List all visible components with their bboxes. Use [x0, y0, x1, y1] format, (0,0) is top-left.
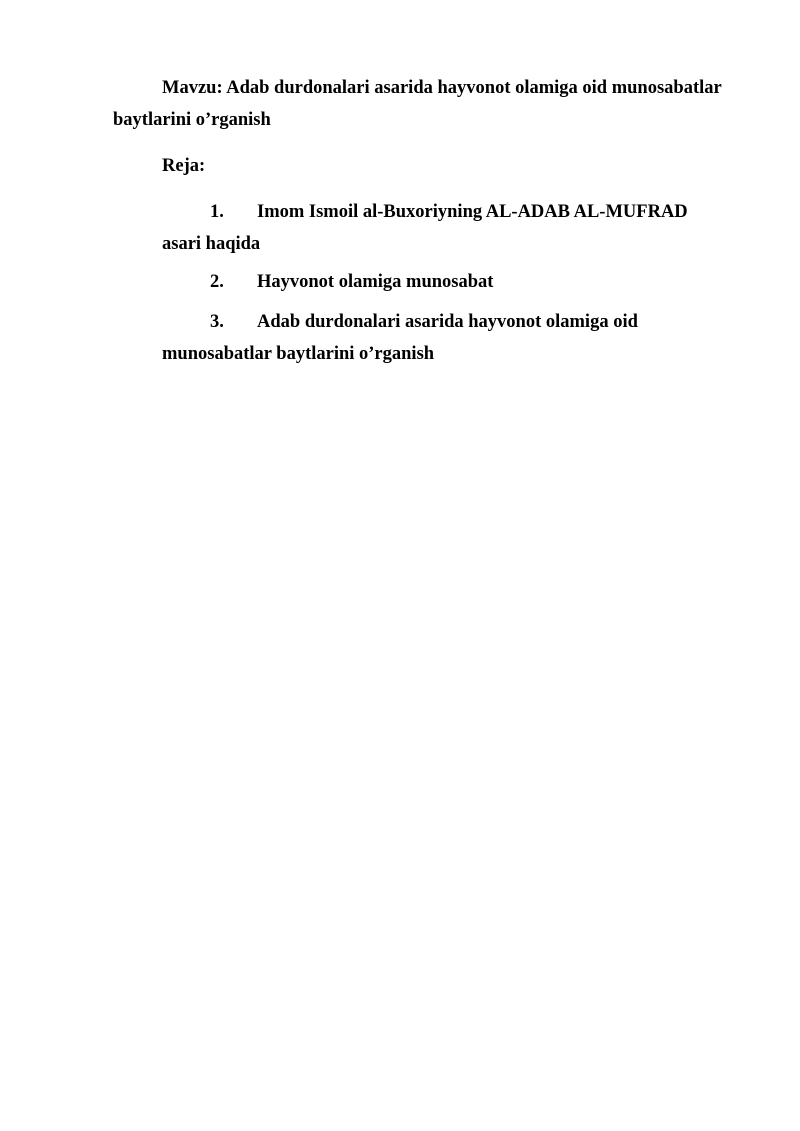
- plan-item-1-number: 1.: [210, 202, 224, 222]
- topic-title-line-2: baytlarini o’rganish: [113, 110, 271, 130]
- plan-item-3-line-2: munosabatlar baytlarini o’rganish: [162, 344, 435, 364]
- plan-item-2-line-1: Hayvonot olamiga munosabat: [257, 272, 494, 292]
- plan-label: Reja:: [162, 156, 206, 176]
- topic-title-line-1: Mavzu: Adab durdonalari asarida hayvonot olamiga oid munosabatlar: [162, 78, 722, 98]
- plan-item-3-line-1: Adab durdonalari asarida hayvonot olamiga oid: [257, 312, 638, 332]
- plan-item-2-number: 2.: [210, 272, 224, 292]
- plan-item-1-line-1: Imom Ismoil al-Buxoriyning AL-ADAB AL-MUFRAD: [257, 202, 688, 222]
- plan-item-1-line-2: asari haqida: [162, 234, 261, 254]
- plan-item-3-number: 3.: [210, 312, 224, 332]
